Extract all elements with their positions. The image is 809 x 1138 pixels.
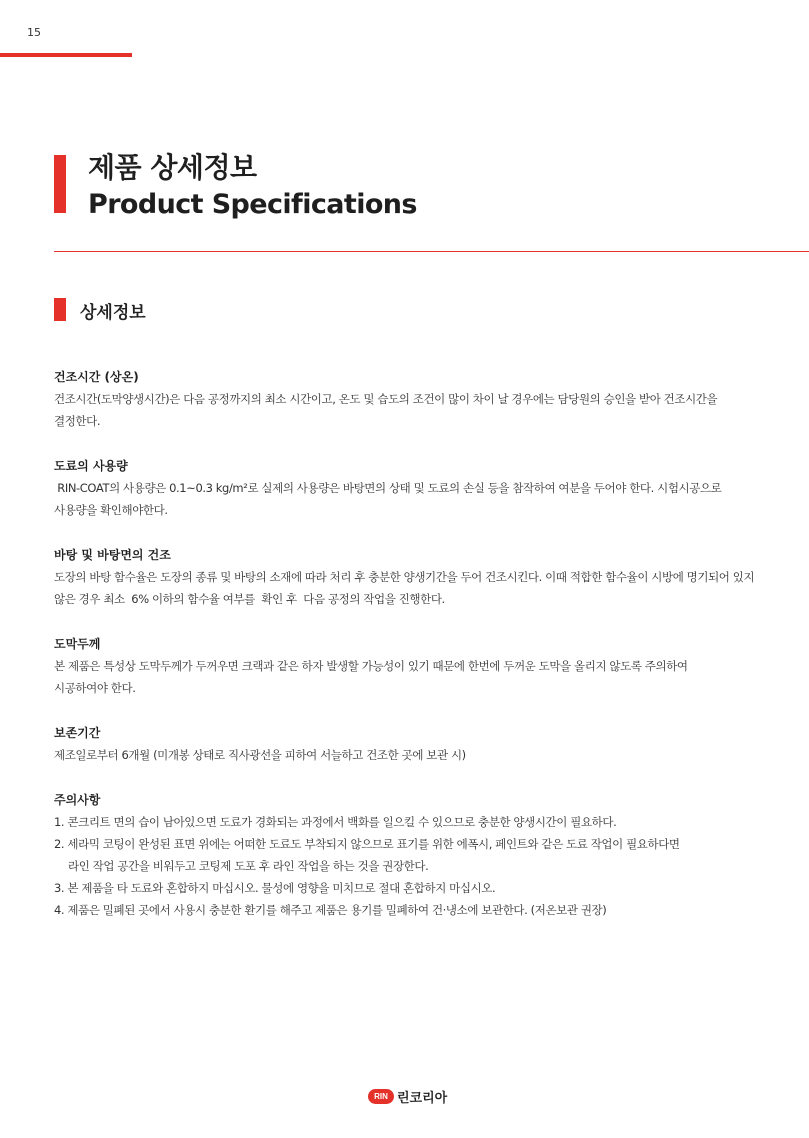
spec-text-line: 도장의 바탕 함수율은 도장의 종류 및 바탕의 소재에 따라 처리 후 충분한 양생기간을 두어 건조시킨다. 이때 적합한 함수율이 시방에 명기되어 있지 (54, 570, 755, 584)
spec-text-line: RIN-COAT의 사용량은 0.1~0.3 kg/m²로 실제의 사용량은 바탕면의 상태 및 도료의 손실 등을 참작하여 여분을 두어야 한다. 시험시공으로 (54, 481, 722, 495)
spec-text-line: 본 제품은 특성상 도막두께가 두꺼우면 크랙과 같은 하자 발생할 가능성이 있기 때문에 한번에 두꺼운 도막을 올리지 않도록 주의하여 (54, 659, 688, 673)
list-item: 3. 본 제품을 타 도료와 혼합하지 마십시오. 물성에 영향을 미치므로 절대 혼합하지 마십시오. (54, 881, 496, 895)
spec-text-line: 결정한다. (54, 414, 101, 428)
top-accent-rule (0, 53, 132, 57)
spec-block-film-thickness (54, 633, 769, 699)
spec-block-shelf-life (54, 722, 769, 766)
spec-block-substrate-drying (54, 544, 769, 610)
spec-text-line: 않은 경우 최소 6% 이하의 함수율 여부를 확인 후 다음 공정의 작업을 진행한다. (54, 592, 445, 606)
spec-heading: 주의사항 (54, 793, 101, 807)
list-item-continuation: 라인 작업 공간을 비워두고 코팅제 도포 후 라인 작업을 하는 것을 권장한다. (68, 859, 429, 873)
spec-text-line: 사용량을 확인해야한다. (54, 503, 168, 517)
spec-block-drying-time (54, 366, 769, 432)
spec-text-line: 제조일로부터 6개월 (미개봉 상태로 직사광선을 피하여 서늘하고 건조한 곳에 보관 시) (54, 748, 466, 762)
spec-heading: 도료의 사용량 (54, 459, 128, 473)
footer-logo (368, 1087, 447, 1106)
rin-logo-icon: RIN (368, 1089, 394, 1104)
spec-text-line: 시공하여야 한다. (54, 681, 136, 695)
spec-block-precautions (54, 789, 769, 921)
page-title-english: Product Specifications (88, 189, 417, 220)
list-item: 1. 콘크리트 면의 습이 남아있으면 도료가 경화되는 과정에서 백화를 일으킬 수 있으므로 충분한 양생시간이 필요하다. (54, 815, 617, 829)
section-accent-bar (54, 298, 66, 321)
company-name: 린코리아 (397, 1091, 448, 1106)
page-number: 15 (27, 26, 41, 39)
precautions-list (54, 811, 769, 921)
spec-heading: 보존기간 (54, 726, 101, 740)
spec-content (54, 366, 769, 944)
title-divider (54, 251, 809, 252)
page-title-korean: 제품 상세정보 (88, 151, 257, 184)
spec-heading: 바탕 및 바탕면의 건조 (54, 548, 171, 562)
spec-text-line: 건조시간(도막양생시간)은 다음 공정까지의 최소 시간이고, 온도 및 습도의 조건이 많이 차이 날 경우에는 담당원의 승인을 받아 건조시간을 (54, 392, 718, 406)
spec-block-coverage (54, 455, 769, 521)
list-item: 4. 제품은 밀폐된 곳에서 사용시 충분한 환기를 해주고 제품은 용기를 밀폐하여 건·냉소에 보관한다. (저온보관 권장) (54, 903, 607, 917)
spec-heading: 건조시간 (상온) (54, 370, 139, 384)
title-accent-bar (54, 155, 66, 213)
spec-heading: 도막두께 (54, 637, 101, 651)
section-title: 상세정보 (80, 303, 146, 323)
list-item: 2. 세라믹 코팅이 완성된 표면 위에는 어떠한 도료도 부착되지 않으므로 표기를 위한 에폭시, 페인트와 같은 도료 작업이 필요하다면 (54, 837, 680, 851)
